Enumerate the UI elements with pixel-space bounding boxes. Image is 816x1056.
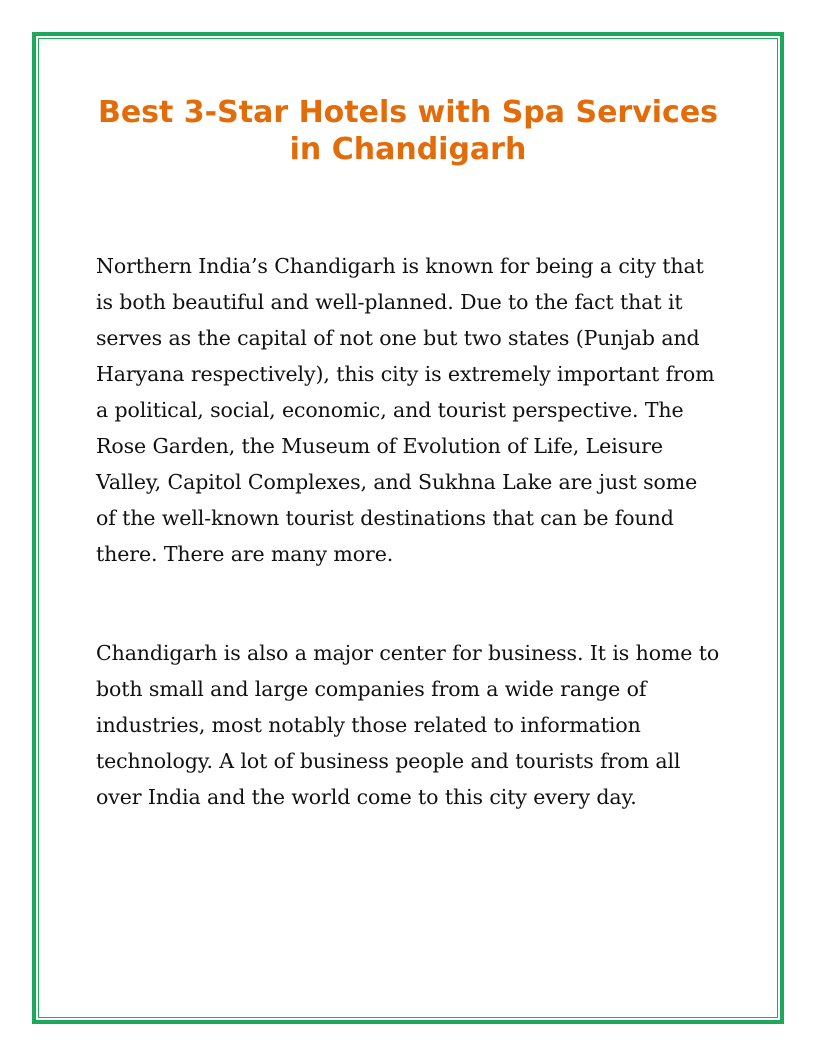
paragraph-business: Chandigarh is also a major center for business. It is home to both small and large companies from a wide range of industries, most notably those related to information technology. A lot of business people and tourists from all over India and the world come to this city every day. — [96, 641, 720, 809]
document-content — [96, 94, 720, 815]
paragraph-intro: Northern India’s Chandigarh is known for being a city that is both beautiful and well-planned. Due to the fact that it serves as the capital of not one but two states (Punjab and Haryana respectively), this city is extremely important from a political, social, economic, and tourist perspective. The Rose Garden, the Museum of Evolution of Life, Leisure Valley, Capitol Complexes, and Sukhna Lake are just some of the well-known tourist destinations that can be found there. There are many more. — [96, 254, 715, 566]
page-title: Best 3-Star Hotels with Spa Services in Chandigarh — [97, 95, 719, 167]
